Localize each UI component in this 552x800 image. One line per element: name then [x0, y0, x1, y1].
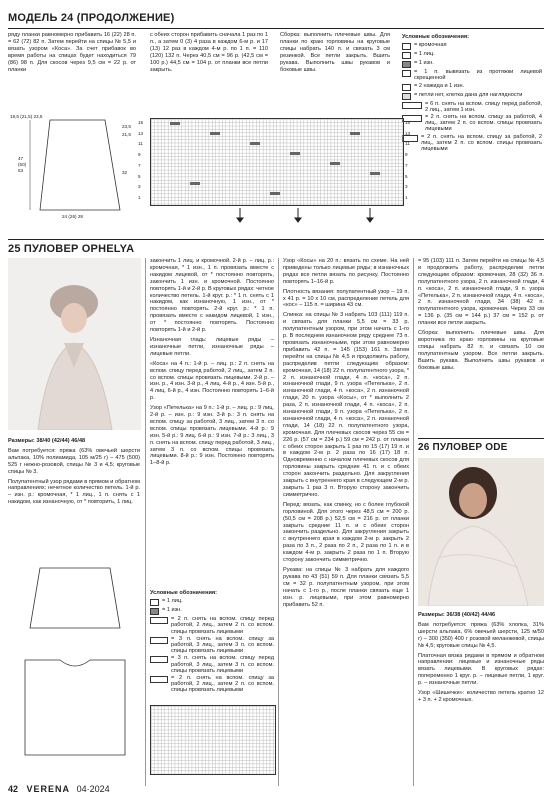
p25-knitting-chart	[150, 705, 276, 775]
section-rule	[418, 438, 544, 439]
p25-legend-row: = 2 п. снять на вспом. спицу за работой, 2 лиц., затем 2 п. со вспом. спицы провязать лицевыми	[150, 675, 274, 694]
m24-legend-row: = 2 п. снять на вспом. спицу за работой, 4 лиц., затем 2 п. со вспом. спицы провязать лицевыми	[402, 114, 542, 133]
m24-legend-row: = 2 п. снять на вспом. спицу за работой, 2 лиц., затем 2 п. со вспом. спицы провязать лицевыми	[402, 134, 542, 153]
model-photo-p25	[8, 258, 141, 430]
m24-legend-row: = кромочная	[402, 42, 542, 50]
legend-swatch-icon	[150, 599, 159, 606]
section-rule	[8, 239, 544, 240]
cable-symbol-icon	[150, 637, 168, 644]
m24-text-col1: ряду планки равномерно прибавить 16 (22) 28 п. = 62 (72) 82 п. Затем перейти на спицы № 5,5 и вязать узором «Коса». За счет прибавок во время работы на спицах будет находиться 79 (86) 98 п. Для скосов через 9,5 см = 22 р. от планки	[8, 32, 136, 73]
legend-swatch-icon	[402, 52, 411, 59]
section-title-p25: 25 ПУЛОВЕР OPHELYA	[8, 243, 135, 255]
section-title-p26: 26 ПУЛОВЕР ODE	[418, 442, 508, 453]
p25-col2b: Изнаночная гладь: лицевые ряды – изнаночные петли, изнаночные ряды – лицевые петли.	[150, 336, 274, 357]
cable-symbol-icon	[150, 656, 168, 663]
p25-sleeve-schematic	[10, 558, 140, 643]
m24-assembly	[280, 32, 390, 76]
page-number: 42	[8, 784, 19, 794]
p25-col4-text: = 95 (103) 111 п. Затем перейти на спицы № 4,5 и продолжить работу, распределив петли следующим образом: кромочная, 28 (32) 36 п. полупатентного узора, 2 п. изнаночной глади, 4 п. «коса», 2 п. изнаночной глади, 9 п. узора «Петелька», 2 п. изнаночной глади, 4 п. «коса», 2 п. изнаночной глади, 34 (38) 42 п. полупатентного узора, кромочная. Через 33 см = 136 р. (35 см = 144 р.) 37 см = 152 р. от планки все петли закрыть.	[418, 258, 544, 327]
knitwear-model-image	[8, 258, 141, 430]
p25-materials: Вам потребуется: пряжа (63% овечьей шерсти альпака, 10% полиамида, 105 м/25 г) – 475 (500) 525 г нежно-розовой, спицы № 3 и 4,5; круговые спицы № 3.	[8, 447, 140, 475]
legend-swatch-icon	[402, 70, 411, 77]
knitwear-model-image	[418, 458, 544, 606]
legend-swatch-icon	[402, 93, 411, 100]
p25-col1	[8, 438, 140, 509]
brand-name: VERENA	[26, 784, 71, 794]
issue-number: 04·2024	[76, 784, 110, 794]
m24-legend-title: Условные обозначения:	[402, 34, 470, 40]
m24-assembly-text: Сборка: выполнить плечевые швы. Для планки по краю горловины на круговые спицы набрать 140 п. и связать 3 см резинкой. Все петли закрыть. Вшить рукава. Выполнить швы рукавов и боковые швы.	[280, 32, 390, 73]
m24-legend-row: = 2 нажида и 1 изн.	[402, 83, 542, 91]
p25-legend-row: = 3 п. снять на вспом. спицу за работой, 3 лиц., затем 3 п. со вспом. спицы провязать лицевыми	[150, 636, 274, 655]
column-divider	[278, 258, 279, 786]
p25-col2	[150, 258, 274, 470]
p25-legend-row: = 1 лиц.	[150, 598, 274, 606]
m24-text-col2: с обеих сторон прибавить сначала 1 раз по 1 п., а затем 0 (3) 4 раза в каждом 6-м р. и 17 (13) 12 раз в каждом 4-м р. по 1 п. = 110 (120) 132 п. Через 40,5 см = 96 р. (42,5 см = 100 р.) 44,5 см = 104 р. от планки все петли закрыть.	[150, 32, 268, 73]
section-title-model24: МОДЕЛЬ 24 (ПРОДОЛЖЕНИЕ)	[8, 12, 175, 24]
p25-col2a: закончить 1 лиц. и кромочной. 2-й р. – лиц. р.: кромочная, * 1 изн., 1 п. провязать вместе с накидом лицевой, от * постоянно повторять, закончить 1 изн. и кромочной. Постоянно повторять 1-й и 2-й р. В круговых рядах: четное количество петель. 1-й круг. р.: * 1 п. снять с 1 накидом, как изнаночную, 1 изн., от * постоянно повторять. 2-й круг. р.: * 1 п. провязать вместе с накидом лицевой, 1 изн., от * постоянно повторять. Постоянно повторять 1-й и 2-й р.	[150, 258, 274, 334]
m24-legend-row: = 1 изн.	[402, 60, 542, 68]
m24-legend-row: = 1 п. вывязать из протяжки лицевой скрещенной	[402, 69, 542, 81]
p26-col	[418, 612, 544, 707]
p25-col3-sleeves: Рукава: на спицы № 3 набрать для каждого рукава по 43 (51) 59 п. Для планки связать 5,5 см = 32 р. полупатентным узором, при этом начать с 1-го р., после планки связать еще 1 изн. р. лицевыми, при этом равномерно прибавить 52 п.	[283, 566, 409, 608]
dim-label: 21,5	[122, 132, 131, 137]
p25-body-schematic	[10, 650, 140, 765]
header-rule	[8, 28, 544, 29]
legend-swatch-icon	[402, 43, 411, 50]
m24-chart-arrows	[150, 206, 402, 224]
dim-label: 32	[122, 170, 128, 175]
p25-col3	[283, 258, 409, 611]
legend-swatch-icon	[402, 61, 411, 68]
p25-pattern: Полупатентный узор рядами в прямом и обратном направлениях: нечетное количество петель. 1-й р. – изн. р.: кромочная, * 1 лиц., 1 п. снять с 1 накидом, как изнаночную, от * повторить, 1 лиц.	[8, 478, 140, 506]
p25-col2d: Узор «Петелька» на 9 п.: 1-й р. – лиц. р.: 9 лиц. 2-й р. – изн. р.: 9 изн. 3-й р.: 3 п. снять на вспом. спицу за работой, 3 лиц., затем 3 п. со вспом. спицы провязать лицевыми. 4-й р.: 9 изн. 5-й р.: 9 лиц. 6-й р.: 9 изн. 7-й р.: 3 лиц., 3 п. снять на вспом. спицу перед работой, 3 лиц., затем 3 п. со вспом. спицы провязать лицевыми. 8-й р.: 9 изн. Постоянно повторять 1–8-й р.	[150, 405, 274, 467]
p25-legend-row: = 3 п. снять на вспом. спицу перед работой, 3 лиц., затем 3 п. со вспом. спицы провязать лицевыми	[150, 655, 274, 674]
dim-label: 19,5 (21,5) 23,5	[10, 114, 43, 119]
p25-col4	[418, 258, 544, 375]
p25-assembly: Сборка: выполнить плечевые швы. Для воротника по краю горловины на круговые спицы набрать 82 п. и связать 10 см полупатентным узором. Все петли закрыть. Вшить рукава. Выполнить швы рукавов и боковые швы.	[418, 330, 544, 371]
p26-sizes: Размеры: 36/38 (40/42) 44/46	[418, 612, 496, 618]
p25-col3-gauge: Плотность вязания: полупатентный узор – 19 п. x 41 р. = 10 x 10 см, распределение петель для «кос» – 115 п. = ширина 43 см.	[283, 288, 409, 309]
m24-legend-row: = петли нет, клетка дана для наглядности	[402, 92, 542, 100]
m24-sleeve-schematic	[10, 100, 140, 230]
p25-sizes: Размеры: 38/40 (42/44) 46/48	[8, 438, 86, 444]
model-photo-p26	[418, 458, 544, 606]
p26-pattern: Платочная вязка рядами в прямом и обратном направлении: лицевые и изнаночные ряды вязать лицевыми. В круговых рядах: попеременно 1 круг. р. – лицевые петли, 1 круг. р. – изнаночные петли.	[418, 652, 544, 687]
p25-legend-row: = 1 изн.	[150, 607, 274, 615]
cable-symbol-icon	[150, 676, 168, 683]
dim-label: 47	[18, 156, 24, 161]
p26-materials: Вам потребуется: пряжа (63% хлопка, 31% шерсти альпака, 6% овечьей шерсти, 125 м/50 г) – 300 (350) 400 г розовой меланжевой, спицы № 4,5; круговые спицы № 4,5.	[418, 621, 544, 649]
arrow-up-icon	[237, 218, 243, 222]
p25-legend-title: Условные обозначения:	[150, 590, 218, 596]
p25-col3-front: Перед: вязать, как спинку, но с более глубокой горловиной. Для этого через 48,5 см = 200 р. (50,5 см = 208 р.) 52,5 см = 216 р. от планки закрыть средние 11 п. и с обеих сторон закончить раздельно. Для закругления закрыть с внутреннего края в каждом 2-м р. закрыть 2 раза по 3 п., 2 раза по 2 п., 2 раза по 1 п. и в каждом 4-м р. закрыть 2 раза по 1 п. Вторую сторону закончить симметрично.	[283, 501, 409, 564]
dim-label: 23,5	[122, 124, 131, 129]
dim-label: 24 (26) 28	[62, 214, 83, 219]
p25-col3-back: Спинка: на спицы № 3 набрать 103 (111) 119 п. и связать для планки 5,5 см = 33 р. полупатентным узором, при этом начать с 1-го р. В последнем изнаночном ряду среднее 73 п. провязать изнаночными, при этом равномерно прибавить 42 п. = 145 (153) 161 п. Затем перейти на спицы № 4,5 и продолжить работу, распределив петли следующим образом: кромочная, 14 (18) 22 п. полупатентного узора, * 2 п. изнаночной глади, 4 п. «коса», 2 п. изнаночной глади, 9 п. узора «Петелька», 2 п. изнаночной глади, 4 п. «коса», 2 п. изнаночной глади, 20 п. узора «Косы», от * выполнить 2 раза, 2 п. изнаночной глади, 4 п. «коса», 2 п. изнаночной глади, 9 п. узора «Петелька», 2 п. изнаночной глади, 4 п. «коса», 2 п. изнаночной глади, 14 (18) 22 п. полупатентного узора, кромочная. Для плечевых скосов через 55 см = 226 р. (57 см = 234 р.) 59 см = 242 р. от планки с обеих сторон закрыть 1 раз по 15 (17) 19 п. и в каждом 2-м р. 2 раза по 16 (17) 18 п. Одновременно с началом плечевых скосов для горловины закрыть средние 41 п. и с обеих сторон закончить раздельно. Для закругления закрыть с внутреннего края в следующем 2-м р. закрыть 1 раз 3 п. Вторую сторону закончить симметрично.	[283, 312, 410, 498]
dim-label: (50)	[18, 162, 27, 167]
p25-col3-intro: Узор «Косы» на 20 п.: вязать по схеме. На ней приведены только лицевые ряды; в изнаночных рядах все петли вязать по рисунку. Постоянно повторять 1–16-й р.	[283, 258, 409, 285]
m24-chart-row-numbers-left: 15 13 11 9 7 5 3 1	[138, 120, 144, 200]
sleeve-outline-icon	[10, 100, 140, 230]
p26-shishechki: Узор «Шишечки»: количество петель кратно 12 + 3 п. + 2 кромочных.	[418, 690, 544, 703]
p25-legend	[150, 590, 274, 695]
cable-symbol-icon	[402, 102, 422, 109]
m24-chart-row-numbers-right: 15 13 11 9 7 5 3 1	[405, 120, 411, 200]
m24-chart-marks	[150, 118, 402, 204]
p25-legend-row: = 2 п. снять на вспом. спицу перед работой, 2 лиц., затем 2 п. со вспом. спицы провязать лицевыми	[150, 616, 274, 635]
m24-legend-row: = 1 лиц.	[402, 51, 542, 59]
footer	[8, 784, 110, 794]
m24-legend-row: = 6 п. снять на вспом. спицу перед работой, 2 лиц., затем 1 изн.	[402, 101, 542, 113]
column-divider	[413, 258, 414, 786]
cable-symbol-icon	[150, 617, 168, 624]
column-divider	[145, 258, 146, 786]
dim-label: 53	[18, 168, 24, 173]
m24-legend	[402, 34, 542, 153]
legend-swatch-icon	[402, 84, 411, 91]
p25-col2c: «Коса» на 4 п.: 1-й р. – лиц. р.: 2 п. снять на вспом. спицу перед работой, 2 лиц., затем 2 п. со вспом. спицы провязать лицевыми. 2-й р. – изн. р., 4 изн. 3-й р., 4 лиц. 4-й р., 4 изн. 5-й р., 4 лиц. 6-й р., 4 изн. Постоянно повторять 1–6-й р.	[150, 360, 274, 402]
legend-swatch-icon	[150, 608, 159, 615]
